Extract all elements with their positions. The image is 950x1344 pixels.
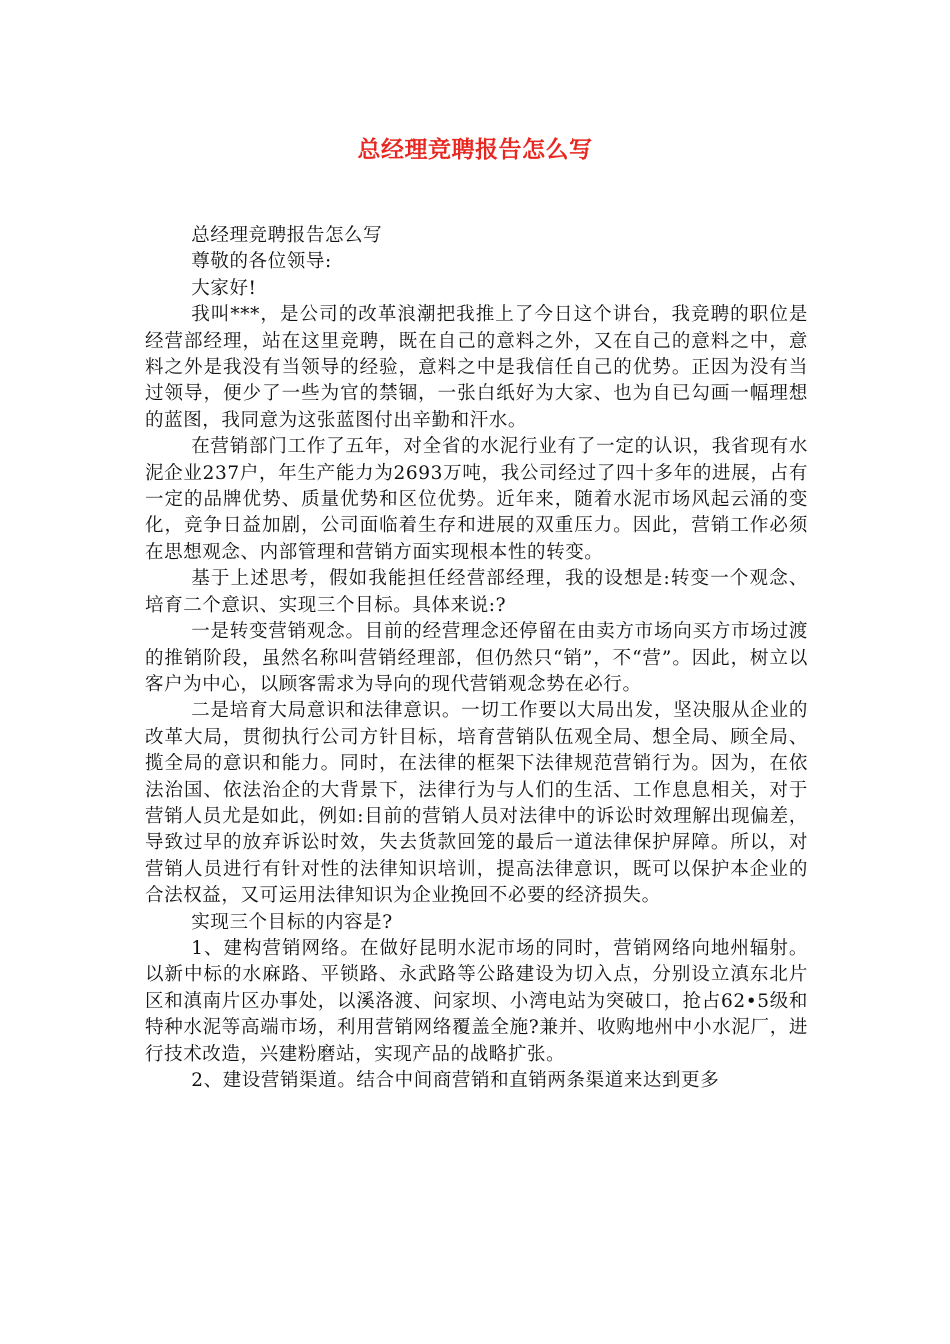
paragraph-salutation: 尊敬的各位领导: <box>191 251 332 273</box>
paragraph-point-two: 二是培育大局意识和法律意识。一切工作要以大局出发，坚决服从企业的改革大局，贯彻执行公司方针目标，培育营销队伍观全局、想全局、顾全局、揽全局的意识和能力。同时，在法律的框架下法律规范营销行为。因为，在依法治国、依法治企的大背景下，法律行为与人们的生活、工作息息相关，对于营销人员尤是如此，例如:目前的营销人员对法律中的诉讼时效理解出现偏差，导致过早的放弃诉讼时效，失去货款回笼的最后一道法律保护屏障。所以，对营销人员进行有针对性的法律知识培训，提高法律意识，既可以保护本企业的合法权益，又可运用法律知识为企业挽回不必要的经济损失。 <box>145 700 808 907</box>
paragraph-heading-repeat: 总经理竞聘报告怎么写 <box>191 225 383 246</box>
paragraph-goal-two: 2、建设营销渠道。结合中间商营销和直销两条渠道来达到更多 <box>191 1070 720 1091</box>
paragraph-goals-intro: 实现三个目标的内容是? <box>191 911 393 933</box>
document-body <box>145 223 808 1094</box>
paragraph-greeting: 大家好! <box>191 277 257 299</box>
paragraph-point-one: 一是转变营销观念。目前的经营理念还停留在由卖方市场向买方市场过渡的推销阶段，虽然名称叫营销经理部，但仍然只“销”，不“营”。因此，树立以客户为中心，以顾客需求为导向的现代营销观念势在必行。 <box>145 621 808 695</box>
document-title: 总经理竞聘报告怎么写 <box>357 137 593 163</box>
paragraph-plan-overview: 基于上述思考，假如我能担任经营部经理，我的设想是:转变一个观念、培育二个意识、实现三个目标。具体来说:? <box>145 568 808 616</box>
paragraph-background: 在营销部门工作了五年，对全省的水泥行业有了一定的认识，我省现有水泥企业237户，年生产能力为2693万吨，我公司经过了四十多年的进展，占有一定的品牌优势、质量优势和区位优势。近年来，随着水泥市场风起云涌的变化，竞争日益加剧，公司面临着生存和进展的双重压力。因此，营销工作必须在思想观念、内部管理和营销方面实现根本性的转变。 <box>145 436 808 563</box>
paragraph-goal-one: 1、建构营销网络。在做好昆明水泥市场的同时，营销网络向地州辐射。以新中标的水麻路、平锁路、永武路等公路建设为切入点，分别设立滇东北片区和滇南片区办事处，以溪洛渡、问家坝、小湾电站为突破口，抢占62•5级和特种水泥等高端市场，利用营销网络覆盖全施?兼并、收购地州中小水泥厂，进行技术改造，兴建粉磨站，实现产品的战略扩张。 <box>145 937 808 1065</box>
paragraph-introduction: 我叫***，是公司的改革浪潮把我推上了今日这个讲台，我竞聘的职位是经营部经理，站在这里竞聘，既在自己的意料之外，又在自己的意料之中，意料之外是我没有当领导的经验，意料之中是我信任自己的优势。正因为没有当过领导，便少了一些为官的禁锢，一张白纸好为大家、也为自已勾画一幅理想的蓝图，我同意为这张蓝图付出辛勤和汗水。 <box>145 304 808 431</box>
